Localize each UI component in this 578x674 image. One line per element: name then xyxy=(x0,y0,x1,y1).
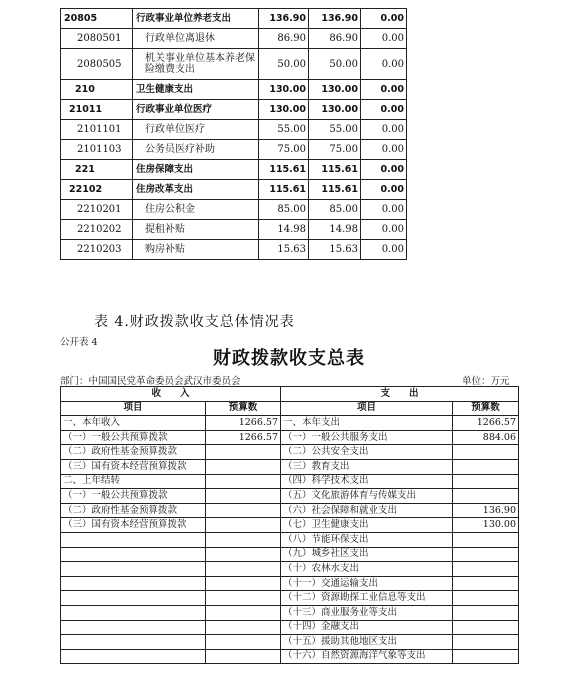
expense-item-header: 项目 xyxy=(281,401,453,416)
table-row xyxy=(61,240,407,260)
table-row xyxy=(61,605,519,620)
table-row xyxy=(61,503,519,518)
expense-item-cell: （十六）自然资源海洋气象等支出 xyxy=(281,649,453,664)
table-row xyxy=(61,649,519,664)
expense-amount-cell xyxy=(453,591,519,606)
name-cell: 行政单位离退休 xyxy=(133,29,259,49)
project-cell: 0.00 xyxy=(361,240,407,260)
expense-item-cell: （十一）交通运输支出 xyxy=(281,576,453,591)
income-item-cell: （一）一般公共预算拨款 xyxy=(61,430,206,445)
budget-detail-table xyxy=(60,8,407,260)
income-amount-cell xyxy=(206,445,281,460)
income-item-header: 项目 xyxy=(61,401,206,416)
income-amount-cell xyxy=(206,562,281,577)
expense-amount-header: 预算数 xyxy=(453,401,519,416)
code-cell: 2210201 xyxy=(61,200,133,220)
income-item-cell xyxy=(61,532,206,547)
table-row xyxy=(61,220,407,240)
table-row xyxy=(61,474,519,489)
table-row xyxy=(61,29,407,49)
project-cell: 0.00 xyxy=(361,100,407,120)
code-cell: 22102 xyxy=(61,180,133,200)
code-cell: 2210202 xyxy=(61,220,133,240)
name-cell: 住房公积金 xyxy=(133,200,259,220)
income-item-cell: 一、本年收入 xyxy=(61,416,206,431)
total-cell: 115.61 xyxy=(259,180,309,200)
expense-item-cell: （三）教育支出 xyxy=(281,459,453,474)
group-header-row xyxy=(61,387,519,402)
expense-amount-cell xyxy=(453,620,519,635)
name-cell: 公务员医疗补助 xyxy=(133,140,259,160)
expense-amount-cell xyxy=(453,489,519,504)
code-cell: 2210203 xyxy=(61,240,133,260)
project-cell: 0.00 xyxy=(361,200,407,220)
name-cell: 行政事业单位医疗 xyxy=(133,100,259,120)
expense-item-cell: （六）社会保障和就业支出 xyxy=(281,503,453,518)
project-cell: 0.00 xyxy=(361,29,407,49)
expense-item-cell: （十）农林水支出 xyxy=(281,562,453,577)
income-amount-header: 预算数 xyxy=(206,401,281,416)
income-amount-cell xyxy=(206,489,281,504)
basic-cell: 14.98 xyxy=(309,220,361,240)
code-cell: 21011 xyxy=(61,100,133,120)
department-label: 部门：中国国民党革命委员会武汉市委员会 xyxy=(60,376,241,387)
income-item-cell xyxy=(61,547,206,562)
code-cell: 2080505 xyxy=(61,49,133,80)
table-row xyxy=(61,489,519,504)
project-cell: 0.00 xyxy=(361,180,407,200)
basic-cell: 86.90 xyxy=(309,29,361,49)
project-cell: 0.00 xyxy=(361,220,407,240)
project-cell: 0.00 xyxy=(361,49,407,80)
income-item-cell: （二）政府性基金预算拨款 xyxy=(61,503,206,518)
expense-amount-cell xyxy=(453,576,519,591)
expense-amount-cell xyxy=(453,562,519,577)
project-cell: 0.00 xyxy=(361,9,407,29)
expense-item-cell: （一）一般公共服务支出 xyxy=(281,430,453,445)
table-row xyxy=(61,562,519,577)
table-row xyxy=(61,620,519,635)
total-cell: 86.90 xyxy=(259,29,309,49)
column-header-row xyxy=(61,401,519,416)
total-cell: 14.98 xyxy=(259,220,309,240)
expense-item-cell: （十二）资源勘探工业信息等支出 xyxy=(281,591,453,606)
income-header: 收 入 xyxy=(61,387,281,402)
expense-amount-cell: 884.06 xyxy=(453,430,519,445)
code-cell: 2101103 xyxy=(61,140,133,160)
total-cell: 130.00 xyxy=(259,100,309,120)
expense-item-cell: （二）公共安全支出 xyxy=(281,445,453,460)
name-cell: 卫生健康支出 xyxy=(133,80,259,100)
total-cell: 136.90 xyxy=(259,9,309,29)
expense-item-cell: （八）节能环保支出 xyxy=(281,532,453,547)
expense-item-cell: （四）科学技术支出 xyxy=(281,474,453,489)
income-item-cell xyxy=(61,562,206,577)
expense-header: 支 出 xyxy=(281,387,519,402)
basic-cell: 130.00 xyxy=(309,80,361,100)
expense-item-cell: （十四）金融支出 xyxy=(281,620,453,635)
expense-amount-cell xyxy=(453,547,519,562)
table-row xyxy=(61,445,519,460)
income-item-cell: （二）政府性基金预算拨款 xyxy=(61,445,206,460)
table-row xyxy=(61,459,519,474)
expense-amount-cell xyxy=(453,532,519,547)
page-title: 财政拨款收支总表 xyxy=(213,348,365,369)
basic-cell: 85.00 xyxy=(309,200,361,220)
code-cell: 20805 xyxy=(61,9,133,29)
expense-amount-cell xyxy=(453,459,519,474)
total-cell: 115.61 xyxy=(259,160,309,180)
income-item-cell: （一）一般公共预算拨款 xyxy=(61,489,206,504)
income-amount-cell: 1266.57 xyxy=(206,416,281,431)
expense-amount-cell: 1266.57 xyxy=(453,416,519,431)
income-item-cell xyxy=(61,649,206,664)
total-cell: 50.00 xyxy=(259,49,309,80)
table-row xyxy=(61,547,519,562)
expense-item-cell: （五）文化旅游体育与传媒支出 xyxy=(281,489,453,504)
table-row xyxy=(61,200,407,220)
name-cell: 住房改革支出 xyxy=(133,180,259,200)
basic-cell: 75.00 xyxy=(309,140,361,160)
total-cell: 55.00 xyxy=(259,120,309,140)
income-item-cell xyxy=(61,591,206,606)
basic-cell: 115.61 xyxy=(309,160,361,180)
code-cell: 2080501 xyxy=(61,29,133,49)
table-number: 公开表 4 xyxy=(60,337,98,348)
name-cell: 购房补贴 xyxy=(133,240,259,260)
basic-cell: 136.90 xyxy=(309,9,361,29)
income-item-cell xyxy=(61,576,206,591)
table-row xyxy=(61,576,519,591)
expense-amount-cell xyxy=(453,635,519,650)
income-amount-cell xyxy=(206,576,281,591)
code-cell: 210 xyxy=(61,80,133,100)
total-cell: 130.00 xyxy=(259,80,309,100)
income-amount-cell xyxy=(206,635,281,650)
income-amount-cell xyxy=(206,591,281,606)
code-cell: 221 xyxy=(61,160,133,180)
table-row xyxy=(61,120,407,140)
table-row xyxy=(61,49,407,80)
income-amount-cell xyxy=(206,620,281,635)
basic-cell: 15.63 xyxy=(309,240,361,260)
expense-item-cell: （十五）援助其他地区支出 xyxy=(281,635,453,650)
income-amount-cell xyxy=(206,474,281,489)
income-amount-cell xyxy=(206,532,281,547)
section-title: 表 4.财政拨款收支总体情况表 xyxy=(94,314,295,330)
unit-label: 单位：万元 xyxy=(462,376,510,387)
table-row xyxy=(61,80,407,100)
table-row xyxy=(61,430,519,445)
code-cell: 2101101 xyxy=(61,120,133,140)
project-cell: 0.00 xyxy=(361,140,407,160)
income-amount-cell xyxy=(206,649,281,664)
total-cell: 15.63 xyxy=(259,240,309,260)
budget-detail-body xyxy=(61,9,407,260)
basic-cell: 115.61 xyxy=(309,180,361,200)
income-item-cell: （三）国有资本经营预算拨款 xyxy=(61,518,206,533)
basic-cell: 50.00 xyxy=(309,49,361,80)
income-item-cell: （三）国有资本经营预算拨款 xyxy=(61,459,206,474)
table-row xyxy=(61,518,519,533)
income-item-cell xyxy=(61,635,206,650)
basic-cell: 55.00 xyxy=(309,120,361,140)
fiscal-summary-body xyxy=(61,387,519,664)
name-cell: 住房保障支出 xyxy=(133,160,259,180)
fiscal-summary-table xyxy=(60,386,519,664)
expense-amount-cell xyxy=(453,649,519,664)
table-row xyxy=(61,160,407,180)
name-cell: 行政单位医疗 xyxy=(133,120,259,140)
expense-amount-cell xyxy=(453,474,519,489)
name-cell: 提租补贴 xyxy=(133,220,259,240)
income-amount-cell xyxy=(206,518,281,533)
income-amount-cell xyxy=(206,503,281,518)
expense-item-cell: 一、本年支出 xyxy=(281,416,453,431)
income-item-cell: 二、上年结转 xyxy=(61,474,206,489)
project-cell: 0.00 xyxy=(361,160,407,180)
income-item-cell xyxy=(61,605,206,620)
table-row xyxy=(61,9,407,29)
table-row xyxy=(61,591,519,606)
project-cell: 0.00 xyxy=(361,120,407,140)
table-row xyxy=(61,100,407,120)
expense-amount-cell xyxy=(453,605,519,620)
basic-cell: 130.00 xyxy=(309,100,361,120)
total-cell: 85.00 xyxy=(259,200,309,220)
project-cell: 0.00 xyxy=(361,80,407,100)
expense-amount-cell: 130.00 xyxy=(453,518,519,533)
expense-item-cell: （七）卫生健康支出 xyxy=(281,518,453,533)
table-row xyxy=(61,180,407,200)
name-cell: 行政事业单位养老支出 xyxy=(133,9,259,29)
expense-amount-cell: 136.90 xyxy=(453,503,519,518)
income-amount-cell: 1266.57 xyxy=(206,430,281,445)
expense-item-cell: （九）城乡社区支出 xyxy=(281,547,453,562)
income-amount-cell xyxy=(206,605,281,620)
expense-amount-cell xyxy=(453,445,519,460)
expense-item-cell: （十三）商业服务业等支出 xyxy=(281,605,453,620)
table-row xyxy=(61,532,519,547)
table-row xyxy=(61,635,519,650)
income-amount-cell xyxy=(206,547,281,562)
income-item-cell xyxy=(61,620,206,635)
table-row xyxy=(61,140,407,160)
total-cell: 75.00 xyxy=(259,140,309,160)
table-row xyxy=(61,416,519,431)
name-cell: 机关事业单位基本养老保险缴费支出 xyxy=(133,49,259,80)
income-amount-cell xyxy=(206,459,281,474)
